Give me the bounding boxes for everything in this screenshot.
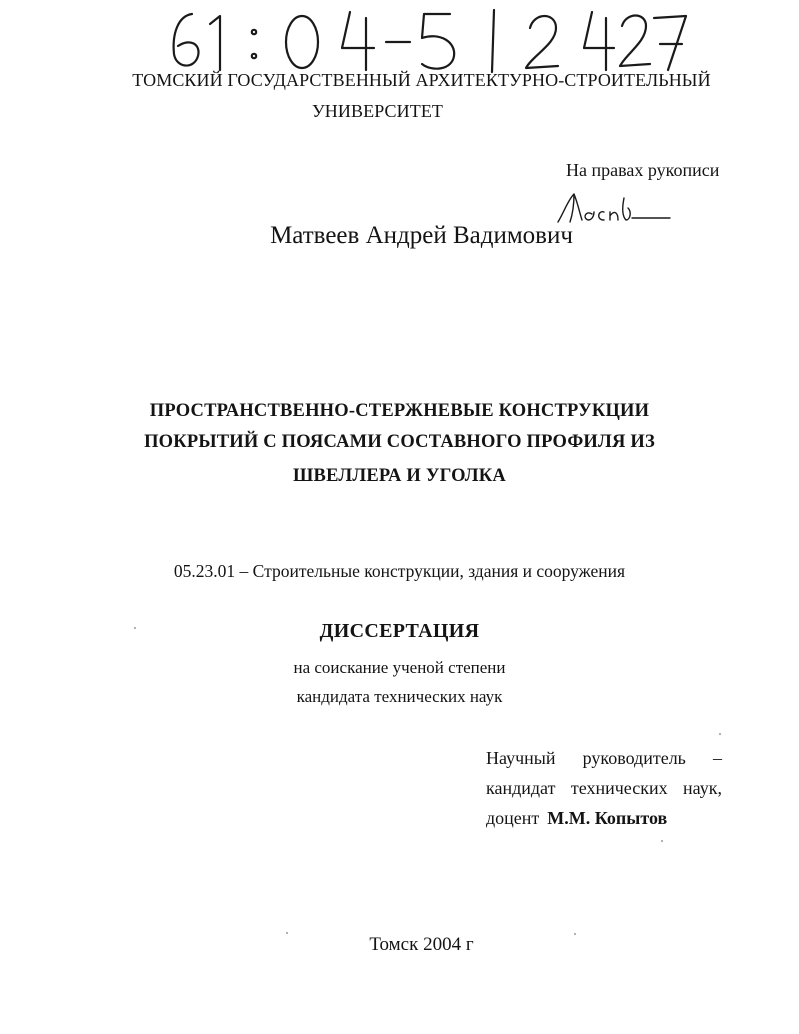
- supervisor-word: Научный: [486, 748, 556, 768]
- supervisor-word: наук,: [683, 778, 722, 798]
- city-year: Томск 2004 г: [369, 934, 474, 955]
- dissertation-title-line-2: ПОКРЫТИЙ С ПОЯСАМИ СОСТАВНОГО ПРОФИЛЯ ИЗ: [144, 432, 655, 452]
- author-name: Матвеев Андрей Вадимович: [270, 222, 573, 249]
- author-signature: [552, 188, 672, 226]
- dissertation-title-line-1: ПРОСТРАНСТВЕННО-СТЕРЖНЕВЫЕ КОНСТРУКЦИИ: [149, 401, 650, 421]
- supervisor-word: руководитель: [582, 748, 686, 768]
- degree-line-2: кандидата технических наук: [296, 687, 503, 706]
- supervisor-word: кандидат: [486, 778, 556, 798]
- supervisor-line-3: [486, 808, 722, 829]
- degree-line-1: на соискание ученой степени: [293, 658, 506, 677]
- dissertation-title-line-3: ШВЕЛЛЕРА И УГОЛКА: [293, 466, 506, 486]
- work-type-heading: ДИССЕРТАЦИЯ: [319, 620, 480, 642]
- specialty-code: 05.23.01 – Строительные конструкции, здания и сооружения: [173, 561, 626, 581]
- supervisor-line-1: [486, 748, 722, 769]
- supervisor-dash: –: [712, 748, 722, 768]
- scan-speck: [574, 933, 576, 935]
- supervisor-role: доцент: [486, 808, 540, 828]
- scan-speck: [719, 733, 721, 735]
- scan-speck: [286, 932, 288, 934]
- supervisor-line-2: [486, 778, 722, 799]
- handwritten-catalog-code: [160, 4, 690, 74]
- supervisor-name: М.М. Копытов: [547, 808, 668, 828]
- university-name-line-1: ТОМСКИЙ ГОСУДАРСТВЕННЫЙ АРХИТЕКТУРНО-СТРОИТЕЛЬНЫЙ: [132, 70, 711, 90]
- rights-note: На правах рукописи: [566, 160, 720, 180]
- university-name-line-2: УНИВЕРСИТЕТ: [311, 101, 444, 121]
- scan-speck: [134, 627, 136, 629]
- supervisor-word: технических: [570, 778, 668, 798]
- scan-speck: [661, 840, 663, 842]
